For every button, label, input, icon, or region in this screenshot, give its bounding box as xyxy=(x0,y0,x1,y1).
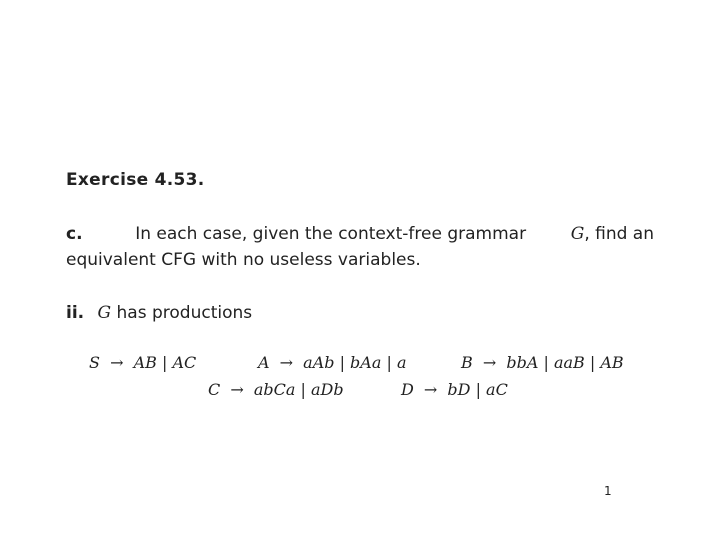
page-number: 1 xyxy=(604,484,612,498)
production-s-lhs: S xyxy=(89,353,100,372)
production-c-rhs: abCa | aDb xyxy=(253,380,344,399)
production-d xyxy=(401,380,508,399)
production-c xyxy=(208,380,344,399)
production-s-rhs: AB | AC xyxy=(133,353,197,372)
part-c-label: c. xyxy=(66,224,83,244)
production-b-lhs: B xyxy=(461,353,473,372)
part-ii-paragraph xyxy=(66,300,654,326)
part-ii-label: ii. xyxy=(66,303,85,323)
part-c-text-after: , find an xyxy=(584,224,654,244)
production-c-lhs: C xyxy=(208,380,221,399)
production-d-lhs: D xyxy=(401,380,414,399)
production-s-arrow: → xyxy=(110,353,124,372)
part-c-line-2: equivalent CFG with no useless variables. xyxy=(66,250,421,270)
part-ii-text: has productions xyxy=(116,303,253,323)
production-b-rhs: bbA | aaB | AB xyxy=(506,353,624,372)
part-ii-var: G xyxy=(97,303,112,323)
part-c-text-before: In each case, given the context-free grammar xyxy=(135,224,527,244)
part-c-var: G xyxy=(570,224,585,244)
production-a-rhs: aAb | bAa | a xyxy=(303,353,407,372)
production-a-lhs: A xyxy=(258,353,270,372)
production-a xyxy=(258,353,407,372)
part-c-line-1 xyxy=(66,221,654,247)
part-c-paragraph xyxy=(66,221,654,273)
production-d-arrow: → xyxy=(423,380,438,399)
production-b xyxy=(461,353,624,372)
production-b-arrow: → xyxy=(482,353,497,372)
production-a-arrow: → xyxy=(279,353,294,372)
production-c-arrow: → xyxy=(230,380,244,399)
production-s xyxy=(89,353,196,372)
production-d-rhs: bD | aC xyxy=(447,380,508,399)
exercise-heading: Exercise 4.53. xyxy=(66,170,205,190)
